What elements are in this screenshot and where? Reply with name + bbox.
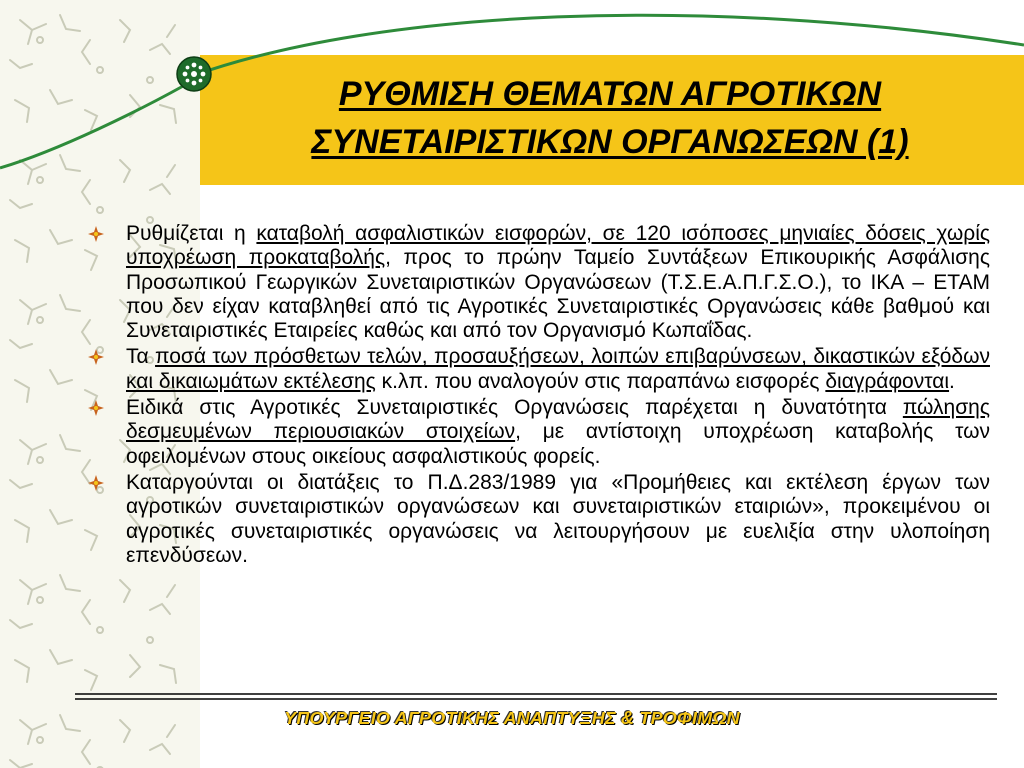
bullet-item-1: [88, 222, 990, 343]
bullet-2-text-post: .: [949, 369, 955, 393]
footer-ministry: ΥΠΟΥΡΓΕΙΟ ΑΓΡΟΤΙΚΗΣ ΑΝΑΠΤΥΞΗΣ & ΤΡΟΦΙΜΩΝ: [284, 708, 740, 728]
bullet-list: [88, 222, 990, 570]
globe-logo-icon: [176, 56, 212, 92]
bullet-3-text-post: , με αντίστοιχη υποχρέωση καταβολής των οφειλομένων στους οικείους ασφαλιστικούς φορείς.: [126, 420, 990, 468]
bullet-2-text-pre: Τα: [126, 345, 156, 369]
bullet-3-text-underlined: πώλησης δεσμευμένων περιουσιακών στοιχείων: [126, 396, 990, 444]
bullet-4-text: Καταργούνται οι διατάξεις το Π.Δ.283/1989 για «Προμήθειες και εκτέλεση έργων των αγροτικών συνεταιριστικών οργανώσεων και συνεταιριστικών εταιριών», προκειμένου οι αγροτικές συνεταιριστικές οργανώσεις να λειτουργήσουν με ευελιξία στην υλοποίηση επενδύσεων.: [126, 470, 990, 567]
star-bullet-icon: [88, 226, 104, 242]
star-bullet-icon: [88, 349, 104, 365]
slide-title: [210, 70, 1010, 166]
star-bullet-icon: [88, 475, 104, 491]
title-line-2: ΣΥΝΕΤΑΙΡΙΣΤΙΚΩΝ ΟΡΓΑΝΩΣΕΩΝ (1): [311, 123, 909, 161]
bullet-2-text-underlined: ποσά των πρόσθετων τελών, προσαυξήσεων, λοιπών επιβαρύνσεων, δικαστικών εξόδων και δικαιωμάτων εκτέλεσης: [126, 345, 990, 393]
bullet-3-text-pre: Ειδικά στις Αγροτικές Συνεταιριστικές Οργανώσεις παρέχεται η δυνατότητα: [126, 396, 903, 420]
bullet-item-3: [88, 396, 990, 469]
bullet-1-text-post: , προς το πρώην Ταμείο Συντάξεων Επικουρικής Ασφάλισης Προσωπικού Γεωργικών Συνεταιριστικών Οργανώσεων (Τ.Σ.Ε.Α.Π.Γ.Σ.Ο.), το ΙΚΑ – ΕΤΑΜ που δεν είχαν καταβληθεί από τις Αγροτικές Συνεταιριστικές Οργανώσεις κάθε βαθμού και Συνεταιριστικές Εταιρείες καθώς και από τον Οργανισμό Κωπαΐδας.: [126, 246, 990, 343]
bullet-1-text-underlined: καταβολή ασφαλιστικών εισφορών, σε 120 ισόποσες μηνιαίες δόσεις χωρίς υποχρέωση προκαταβολής: [126, 222, 990, 270]
bullet-item-4: [88, 471, 990, 568]
bullet-2-text-mid: κ.λπ. που αναλογούν στις παραπάνω εισφορές: [375, 369, 826, 393]
title-line-1: ΡΥΘΜΙΣΗ ΘΕΜΑΤΩΝ ΑΓΡΟΤΙΚΩΝ: [338, 75, 882, 113]
star-bullet-icon: [88, 400, 104, 416]
bullet-2-text-underlined-2: διαγράφονται: [825, 369, 950, 393]
bullet-item-2: [88, 345, 990, 394]
bullet-1-text-pre: Ρυθμίζεται η: [126, 222, 257, 245]
